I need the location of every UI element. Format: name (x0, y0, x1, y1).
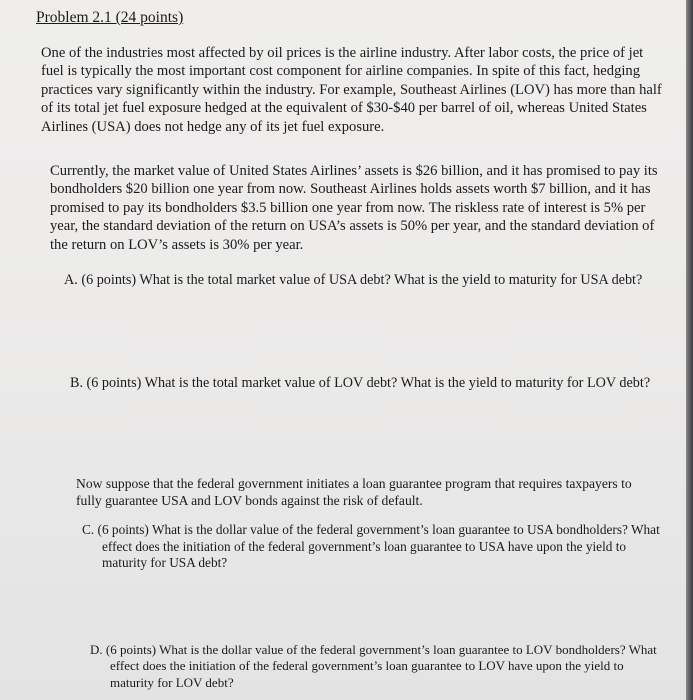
question-a: A. (6 points) What is the total market value of USA debt? What is the yield to maturity for USA debt? (64, 272, 643, 288)
loan-guarantee-paragraph: Now suppose that the federal government initiates a loan guarantee program that requires taxpayers to fully guarantee USA and LOV bonds against the risk of default. (76, 476, 632, 508)
page-edge-shadow (686, 0, 693, 700)
question-c: C. (6 points) What is the dollar value of the federal government’s loan guarantee to USA bondholders? What effect does the initiation of the federal government’s loan guarantee to USA have upon the yield to maturity for USA debt? (82, 522, 660, 571)
question-b: B. (6 points) What is the total market value of LOV debt? What is the yield to maturity for LOV debt? (70, 375, 651, 391)
intro-paragraph: One of the industries most affected by oil prices is the airline industry. After labor costs, the price of jet fuel is typically the most important cost component for airline companies. In spite of this fact, hedging practices vary significantly within the industry. For example, Southeast Airlines (LOV) has more than half of its total jet fuel exposure hedged at the equivalent of $30-$40 per barrel of oil, whereas United States Airlines (USA) does not hedge any of its jet fuel exposure. (41, 45, 662, 135)
problem-title: Problem 2.1 (24 points) (36, 9, 184, 26)
market-value-paragraph: Currently, the market value of United States Airlines’ assets is $26 billion, and it has promised to pay its bondholders $20 billion one year from now. Southeast Airlines holds assets worth $7 billion, and it has promised to pay its bondholders $3.5 billion one year from now. The riskless rate of interest is 5% per year, the standard deviation of the return on USA’s assets is 50% per year, and the standard deviation of the return on LOV’s assets is 30% per year. (50, 163, 658, 253)
question-d: D. (6 points) What is the dollar value of the federal government’s loan guarantee to LOV bondholders? What effect does the initiation of the federal government’s loan guarantee to LOV have upon the yield to maturity for LOV debt? (90, 642, 657, 690)
